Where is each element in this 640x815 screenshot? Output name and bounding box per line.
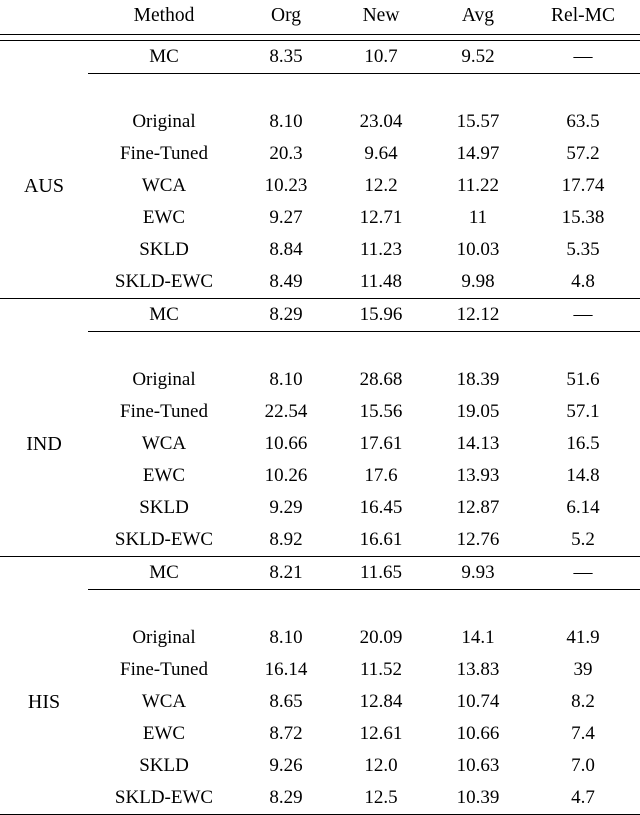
cell-method: EWC — [88, 718, 240, 750]
cell-rel-mc: 39 — [526, 654, 640, 686]
cell-avg: 12.12 — [430, 299, 526, 332]
group-label-cell — [0, 524, 88, 557]
table-partial-rule — [0, 74, 640, 107]
cell-new: 16.61 — [332, 524, 430, 557]
cell-rel-mc: — — [526, 41, 640, 74]
table-partial-rule-cell — [88, 332, 640, 365]
cell-org: 10.66 — [240, 428, 332, 460]
cell-rel-mc: 15.38 — [526, 202, 640, 234]
table-row — [0, 750, 640, 782]
cell-new: 12.71 — [332, 202, 430, 234]
table-row — [0, 364, 640, 396]
table-row — [0, 428, 640, 460]
table-partial-rule-cell — [88, 590, 640, 623]
cell-org: 8.92 — [240, 524, 332, 557]
group-label: AUS — [0, 170, 88, 202]
cell-method: WCA — [88, 686, 240, 718]
cell-avg: 14.97 — [430, 138, 526, 170]
column-header-method: Method — [88, 0, 240, 35]
cell-new: 12.84 — [332, 686, 430, 718]
cell-rel-mc: 4.8 — [526, 266, 640, 299]
cell-avg: 14.13 — [430, 428, 526, 460]
group-label-cell — [0, 41, 88, 74]
cell-new: 16.45 — [332, 492, 430, 524]
cell-avg: 10.66 — [430, 718, 526, 750]
cell-org: 8.72 — [240, 718, 332, 750]
cell-method: Original — [88, 622, 240, 654]
table-row — [0, 654, 640, 686]
cell-method: Fine-Tuned — [88, 396, 240, 428]
column-header-org: Org — [240, 0, 332, 35]
group-label: IND — [0, 428, 88, 460]
cell-new: 28.68 — [332, 364, 430, 396]
cell-avg: 10.03 — [430, 234, 526, 266]
cell-method: EWC — [88, 202, 240, 234]
cell-org: 8.35 — [240, 41, 332, 74]
table-partial-rule-gap — [0, 332, 88, 365]
cell-method: SKLD — [88, 750, 240, 782]
cell-new: 11.23 — [332, 234, 430, 266]
cell-new: 20.09 — [332, 622, 430, 654]
group-label-cell — [0, 266, 88, 299]
cell-org: 8.10 — [240, 106, 332, 138]
cell-new: 15.56 — [332, 396, 430, 428]
column-header-avg: Avg — [430, 0, 526, 35]
cell-method: MC — [88, 557, 240, 590]
table-row — [0, 41, 640, 74]
group-label-cell — [0, 460, 88, 492]
cell-org: 16.14 — [240, 654, 332, 686]
cell-org: 8.29 — [240, 299, 332, 332]
cell-avg: 9.98 — [430, 266, 526, 299]
cell-rel-mc: 6.14 — [526, 492, 640, 524]
column-header-new: New — [332, 0, 430, 35]
column-header-group — [0, 0, 88, 35]
cell-avg: 19.05 — [430, 396, 526, 428]
cell-rel-mc: 7.0 — [526, 750, 640, 782]
table-row — [0, 686, 640, 718]
table-partial-rule-gap — [0, 590, 88, 623]
cell-new: 12.61 — [332, 718, 430, 750]
cell-avg: 9.52 — [430, 41, 526, 74]
cell-method: SKLD-EWC — [88, 266, 240, 299]
table-row — [0, 396, 640, 428]
table-row — [0, 622, 640, 654]
cell-org: 10.26 — [240, 460, 332, 492]
group-label-cell — [0, 234, 88, 266]
table-row — [0, 299, 640, 332]
cell-method: WCA — [88, 170, 240, 202]
cell-new: 12.0 — [332, 750, 430, 782]
cell-rel-mc: 17.74 — [526, 170, 640, 202]
cell-method: Fine-Tuned — [88, 654, 240, 686]
cell-rel-mc: 14.8 — [526, 460, 640, 492]
cell-org: 8.10 — [240, 622, 332, 654]
cell-method: SKLD — [88, 234, 240, 266]
cell-avg: 12.87 — [430, 492, 526, 524]
cell-org: 9.27 — [240, 202, 332, 234]
cell-method: Original — [88, 106, 240, 138]
cell-rel-mc: 16.5 — [526, 428, 640, 460]
group-label-cell — [0, 654, 88, 686]
group-label-cell — [0, 782, 88, 815]
group-label-cell — [0, 396, 88, 428]
cell-org: 9.26 — [240, 750, 332, 782]
table-row — [0, 557, 640, 590]
cell-rel-mc: 41.9 — [526, 622, 640, 654]
group-label-cell — [0, 202, 88, 234]
cell-method: SKLD-EWC — [88, 524, 240, 557]
table-partial-rule — [0, 590, 640, 623]
table-row — [0, 524, 640, 557]
cell-new: 9.64 — [332, 138, 430, 170]
cell-new: 10.7 — [332, 41, 430, 74]
group-label-cell — [0, 492, 88, 524]
cell-method: MC — [88, 41, 240, 74]
cell-method: WCA — [88, 428, 240, 460]
table-row — [0, 234, 640, 266]
cell-rel-mc: 4.7 — [526, 782, 640, 815]
group-label-cell — [0, 364, 88, 396]
cell-new: 17.6 — [332, 460, 430, 492]
cell-avg: 10.39 — [430, 782, 526, 815]
group-label-cell — [0, 106, 88, 138]
table-row — [0, 782, 640, 815]
group-label-cell — [0, 718, 88, 750]
cell-new: 15.96 — [332, 299, 430, 332]
cell-org: 8.49 — [240, 266, 332, 299]
table-row — [0, 170, 640, 202]
cell-new: 11.48 — [332, 266, 430, 299]
cell-new: 11.65 — [332, 557, 430, 590]
column-header-rel-mc: Rel-MC — [526, 0, 640, 35]
table-header-row — [0, 0, 640, 35]
cell-method: MC — [88, 299, 240, 332]
cell-org: 10.23 — [240, 170, 332, 202]
group-label: HIS — [0, 686, 88, 718]
cell-method: SKLD — [88, 492, 240, 524]
cell-org: 8.29 — [240, 782, 332, 815]
cell-method: Fine-Tuned — [88, 138, 240, 170]
cell-rel-mc: — — [526, 557, 640, 590]
cell-avg: 18.39 — [430, 364, 526, 396]
table-row — [0, 266, 640, 299]
cell-rel-mc: 7.4 — [526, 718, 640, 750]
cell-avg: 12.76 — [430, 524, 526, 557]
cell-rel-mc: 5.2 — [526, 524, 640, 557]
cell-avg: 13.93 — [430, 460, 526, 492]
cell-new: 12.5 — [332, 782, 430, 815]
cell-method: SKLD-EWC — [88, 782, 240, 815]
table-row — [0, 460, 640, 492]
group-label-cell — [0, 138, 88, 170]
cell-avg: 14.1 — [430, 622, 526, 654]
cell-org: 20.3 — [240, 138, 332, 170]
table-partial-rule-gap — [0, 74, 88, 107]
cell-org: 8.10 — [240, 364, 332, 396]
cell-new: 11.52 — [332, 654, 430, 686]
cell-avg: 11 — [430, 202, 526, 234]
cell-new: 23.04 — [332, 106, 430, 138]
cell-method: Original — [88, 364, 240, 396]
cell-avg: 10.74 — [430, 686, 526, 718]
cell-avg: 15.57 — [430, 106, 526, 138]
cell-avg: 11.22 — [430, 170, 526, 202]
cell-avg: 9.93 — [430, 557, 526, 590]
cell-rel-mc: 57.1 — [526, 396, 640, 428]
table-partial-rule-cell — [88, 74, 640, 107]
table-row — [0, 202, 640, 234]
cell-rel-mc: 57.2 — [526, 138, 640, 170]
cell-avg: 13.83 — [430, 654, 526, 686]
cell-rel-mc: 5.35 — [526, 234, 640, 266]
table-row — [0, 492, 640, 524]
group-label-cell — [0, 299, 88, 332]
cell-org: 22.54 — [240, 396, 332, 428]
cell-rel-mc: 8.2 — [526, 686, 640, 718]
table-row — [0, 718, 640, 750]
cell-rel-mc: — — [526, 299, 640, 332]
table-row — [0, 106, 640, 138]
cell-org: 8.65 — [240, 686, 332, 718]
cell-org: 8.21 — [240, 557, 332, 590]
group-label-cell — [0, 622, 88, 654]
group-label-cell — [0, 557, 88, 590]
table-partial-rule — [0, 332, 640, 365]
cell-org: 8.84 — [240, 234, 332, 266]
cell-avg: 10.63 — [430, 750, 526, 782]
cell-rel-mc: 63.5 — [526, 106, 640, 138]
table-row — [0, 138, 640, 170]
cell-new: 17.61 — [332, 428, 430, 460]
cell-rel-mc: 51.6 — [526, 364, 640, 396]
cell-new: 12.2 — [332, 170, 430, 202]
group-label-cell — [0, 750, 88, 782]
cell-org: 9.29 — [240, 492, 332, 524]
cell-method: EWC — [88, 460, 240, 492]
